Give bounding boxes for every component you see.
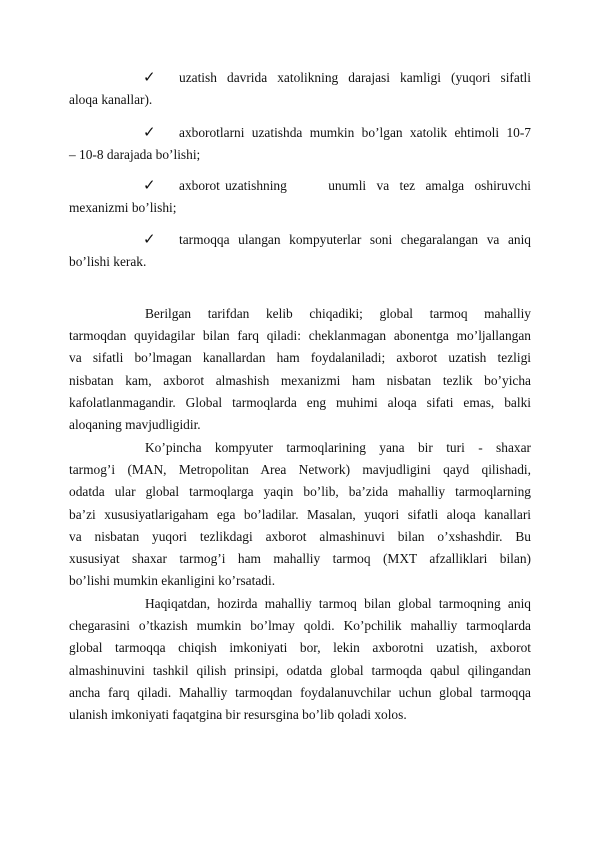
paragraph-line: xususiyat shaxar tarmog’i ham mahalliy tarmoq (MXT afzalliklari bilan) <box>69 551 531 567</box>
paragraph-line: global tarmoqqa chiqish imkoniyati bor, lekin axborotni uzatish, axborot <box>69 640 531 656</box>
bullet-item <box>69 175 531 219</box>
paragraph-line: ancha farq qiladi. Mahalliy tarmoqdan foydalanuvchilar uchun global tarmoqqa <box>69 684 531 700</box>
paragraph <box>69 593 531 726</box>
paragraph <box>69 437 531 592</box>
paragraph-line: tarmoqdan quyidagilar bilan farq qiladi: cheklanmagan abonentga mo’ljallangan <box>69 328 531 344</box>
paragraph-line: ulanish imkoniyati faqatgina bir resursgina bo’lib qoladi xolos. <box>69 707 407 723</box>
bullet-text-first: axborot uzatishning unumli va tez amalga oshiruvchi <box>179 178 531 193</box>
bullet-item <box>69 122 531 166</box>
bullet-item <box>69 229 531 273</box>
paragraph-line: va sifatli bo’lmagan kanallardan ham foydalaniladi; axborot uzatish tezligi <box>69 350 531 366</box>
paragraph-line: Ko’pincha kompyuter tarmoqlarining yana bir turi - shaxar <box>145 440 531 455</box>
paragraph-line: Haqiqatdan, hozirda mahalliy tarmoq bilan global tarmoqning aniq <box>145 596 531 611</box>
check-icon: ✓ <box>143 176 156 194</box>
check-icon: ✓ <box>143 230 156 248</box>
paragraph-line: va nisbatan yuqori tezlikdagi axborot almashinuvi bilan o’xshashdir. Bu <box>69 528 531 544</box>
paragraph <box>69 303 531 436</box>
bullet-text-rest: bo’lishi kerak. <box>69 254 147 270</box>
bullet-text-first: uzatish davrida xatolikning darajasi kamligi (yuqori sifatli <box>179 70 531 85</box>
bullet-text-rest: aloqa kanallar). <box>69 92 153 108</box>
paragraph-line: aloqaning mavjudligidir. <box>69 417 201 433</box>
paragraph-line: Berilgan tarifdan kelib chiqadiki; global tarmoq mahalliy <box>145 306 531 321</box>
paragraph-line: almashinuvini tashkil qilish prinsipi, odatda global tarmoqda qabul qilingandan <box>69 662 531 678</box>
bullet-text-first: tarmoqqa ulangan kompyuterlar soni chegaralangan va aniq <box>179 232 531 247</box>
bullet-text-first: axborotlarni uzatishda mumkin bo’lgan xatolik ehtimoli 10-7 <box>179 125 531 140</box>
paragraph-line: bo’lishi mumkin ekanligini ko’rsatadi. <box>69 573 276 589</box>
bullet-text-rest: – 10-8 darajada bo’lishi; <box>69 147 201 163</box>
paragraph-line: nisbatan kam, axborot almashish mexanizmi ham nisbatan tezlik bo’yicha <box>69 372 531 388</box>
paragraph-line: kafolatlanmagandir. Global tarmoqlarda eng muhimi aloqa sifati emas, balki <box>69 394 531 410</box>
paragraph-line: chegarasini o’tkazish mumkin bo’lmay qoldi. Ko’pchilik mahalliy tarmoqlarda <box>69 618 531 634</box>
paragraph-line: tarmog’i (MAN, Metropolitan Area Network) mavjudligini qayd qilishadi, <box>69 462 531 478</box>
bullet-item <box>69 67 531 111</box>
check-icon: ✓ <box>143 123 156 141</box>
bullet-text-rest: mexanizmi bo’lishi; <box>69 200 177 216</box>
check-icon: ✓ <box>143 68 156 86</box>
paragraph-line: odatda ular global tarmoqlarga yaqin bo’lib, ba’zida mahalliy tarmoqlarning <box>69 484 531 500</box>
paragraph-line: ba’zi xususiyatlarigaham ega bo’ladilar. Masalan, yuqori sifatli aloqa kanallari <box>69 506 531 522</box>
